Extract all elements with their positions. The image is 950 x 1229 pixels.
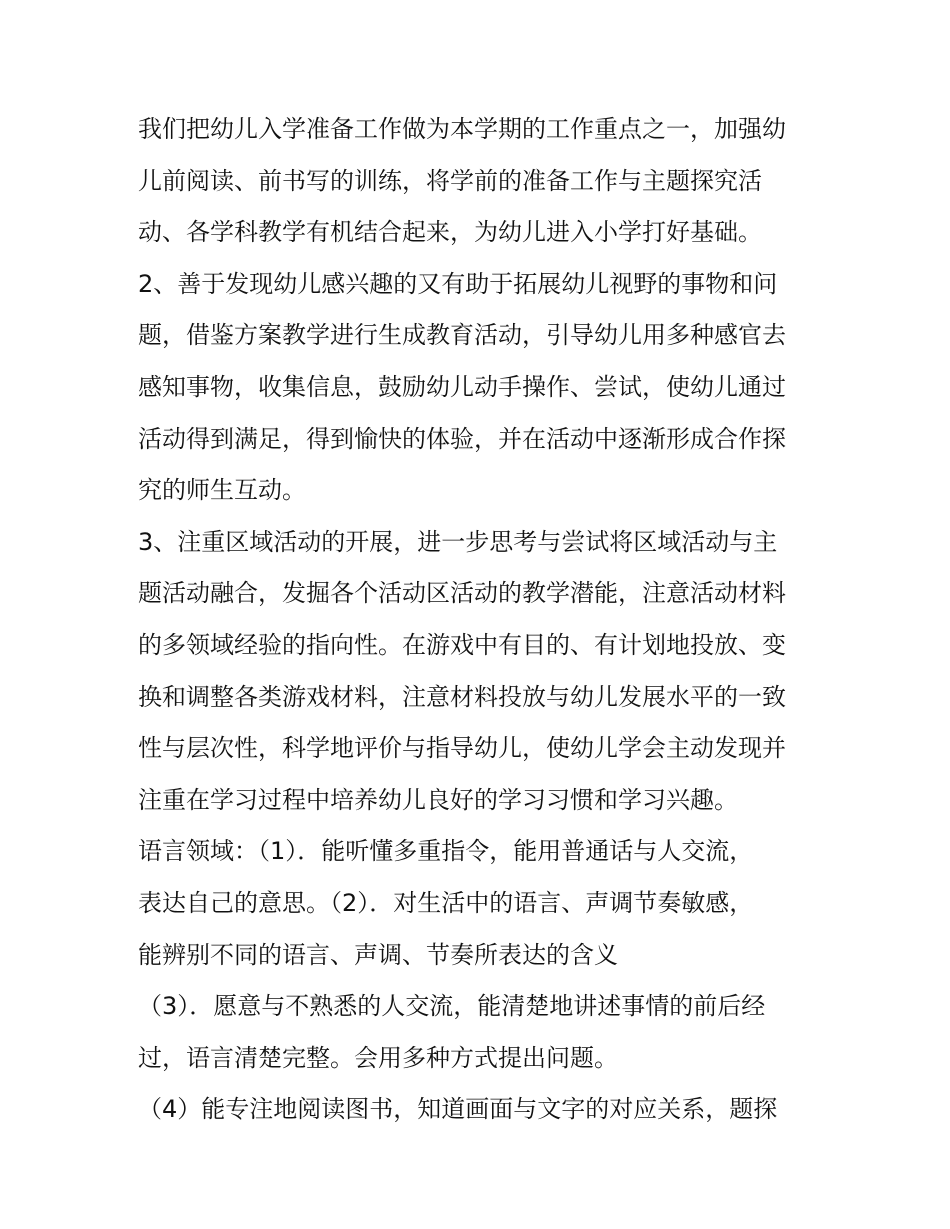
text-line: 儿前阅读、前书写的训练，将学前的准备工作与主题探究活 [138,166,762,195]
text-line: 性与层次性，科学地评价与指导幼儿，使幼儿学会主动发现并 [138,734,786,763]
text-line: 3、注重区域活动的开展，进一步思考与尝试将区域活动与主 [138,527,778,556]
text-line: 过，语言清楚完整。会用多种方式提出问题。 [138,1043,618,1072]
body-text [138,108,818,1140]
text-line: 的多领域经验的指向性。在游戏中有目的、有计划地投放、变 [138,630,786,659]
text-line: 题，借鉴方案教学进行生成教育活动，引导幼儿用多种感官去 [138,321,786,350]
text-line: 表达自己的意思。（2）．对生活中的语言、声调节奏敏感， [138,888,754,917]
text-line: 注重在学习过程中培养幼儿良好的学习习惯和学习兴趣。 [138,785,738,814]
text-line: 究的师生互动。 [138,476,306,505]
text-line: 语言领域：（1）．能听懂多重指令，能用普通话与人交流， [138,837,754,866]
text-line: 我们把幼儿入学准备工作做为本学期的工作重点之一，加强幼 [138,115,786,143]
text-line: 题活动融合，发掘各个活动区活动的教学潜能，注意活动材料 [138,579,786,608]
text-line: （4）能专注地阅读图书，知道画面与文字的对应关系，题探 [138,1095,778,1124]
text-line: 换和调整各类游戏材料，注意材料投放与幼儿发展水平的一致 [138,682,786,711]
text-line: 2、善于发现幼儿感兴趣的又有助于拓展幼儿视野的事物和问 [138,269,778,298]
text-line: 感知事物，收集信息，鼓励幼儿动手操作、尝试，使幼儿通过 [138,372,786,401]
text-line: （3）．愿意与不熟悉的人交流，能清楚地讲述事情的前后经 [138,992,766,1021]
text-line: 能辨别不同的语言、声调、节奏所表达的含义 [138,940,618,969]
text-line: 动、各学科教学有机结合起来，为幼儿进入小学打好基础。 [138,218,762,247]
text-line: 活动得到满足，得到愉快的体验，并在活动中逐渐形成合作探 [138,424,786,453]
